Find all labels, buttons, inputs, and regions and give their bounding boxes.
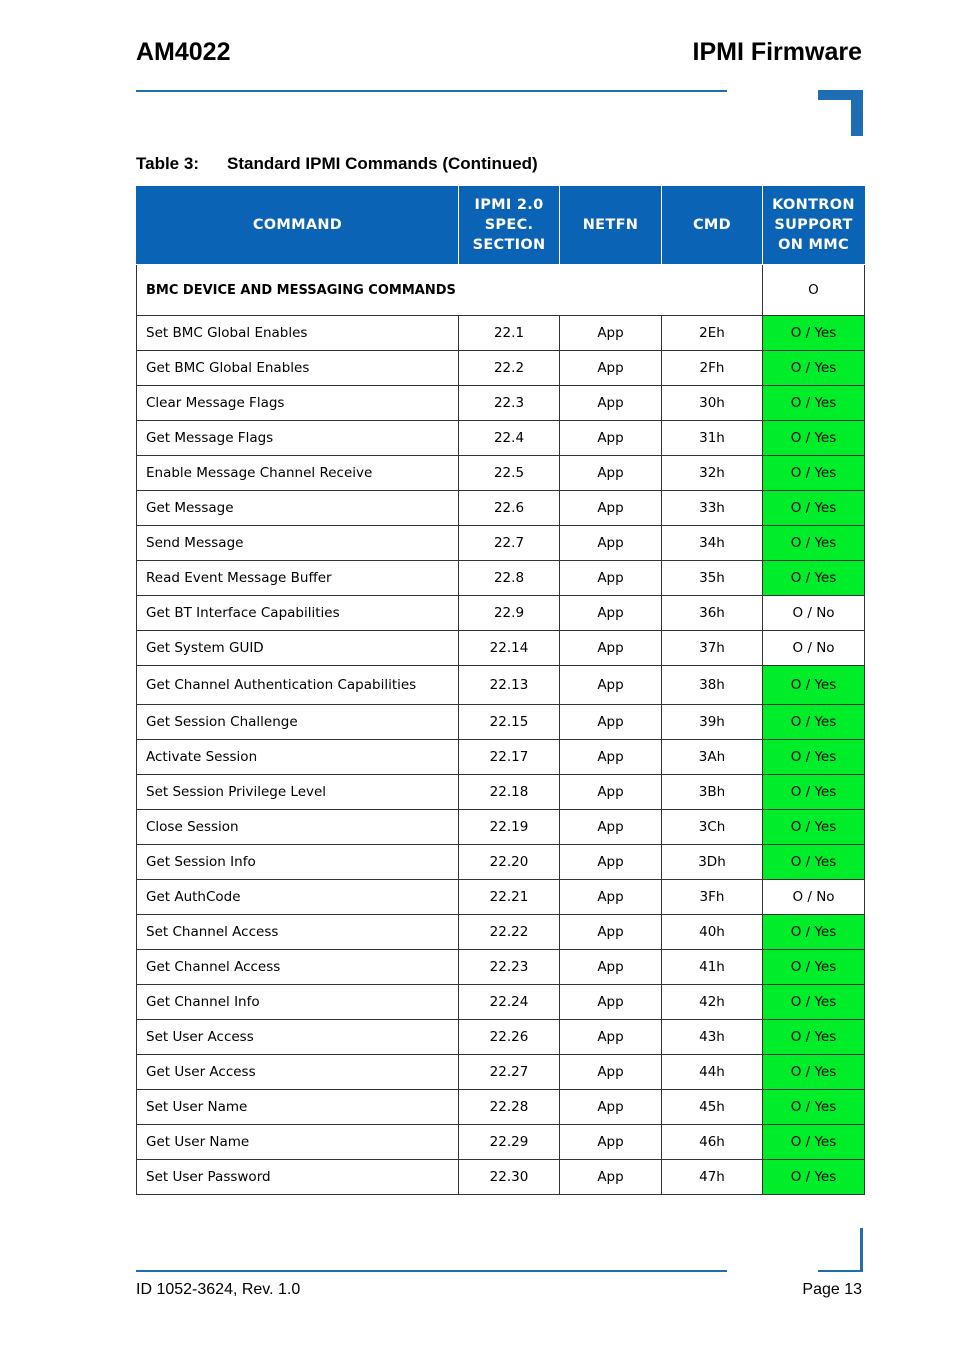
table-row [137, 456, 865, 491]
row-netfn-cell: App [560, 1125, 662, 1160]
row-cmd-cell: 44h [662, 1055, 763, 1090]
row-support-cell: O / Yes [763, 561, 865, 596]
row-support-cell: O / Yes [763, 316, 865, 351]
row-section-cell: 22.29 [459, 1125, 560, 1160]
row-command-cell: Get Session Challenge [137, 705, 459, 740]
section-title-cell: BMC DEVICE AND MESSAGING COMMANDS [137, 265, 763, 316]
row-cmd-cell: 38h [662, 666, 763, 705]
row-cmd-cell: 45h [662, 1090, 763, 1125]
section-support-cell: O [763, 265, 865, 316]
table-row [137, 596, 865, 631]
row-command-cell: Get User Access [137, 1055, 459, 1090]
row-netfn-cell: App [560, 316, 662, 351]
row-cmd-cell: 42h [662, 985, 763, 1020]
row-command-cell: Get System GUID [137, 631, 459, 666]
section-title: IPMI Firmware [692, 38, 862, 66]
row-support-cell: O / Yes [763, 1020, 865, 1055]
row-section-cell: 22.27 [459, 1055, 560, 1090]
row-command-cell: Get AuthCode [137, 880, 459, 915]
column-header-spec-line: SECTION [472, 237, 546, 253]
table-row [137, 386, 865, 421]
row-section-cell: 22.17 [459, 740, 560, 775]
column-header-support-line: SUPPORT [774, 217, 853, 233]
row-command-cell: Get BMC Global Enables [137, 351, 459, 386]
row-command-cell: Activate Session [137, 740, 459, 775]
column-header-spec-section [459, 186, 560, 265]
row-support-cell: O / Yes [763, 1125, 865, 1160]
row-section-cell: 22.22 [459, 915, 560, 950]
row-section-cell: 22.14 [459, 631, 560, 666]
column-header-support-line: KONTRON [772, 197, 855, 213]
row-support-cell: O / Yes [763, 666, 865, 705]
row-netfn-cell: App [560, 740, 662, 775]
table-row [137, 526, 865, 561]
column-header-netfn: NETFN [560, 186, 662, 265]
row-support-cell: O / Yes [763, 775, 865, 810]
table-row [137, 351, 865, 386]
table-title: Standard IPMI Commands (Continued) [227, 154, 538, 173]
row-cmd-cell: 41h [662, 950, 763, 985]
table-row [137, 915, 865, 950]
row-command-cell: Get Channel Info [137, 985, 459, 1020]
table-row [137, 1020, 865, 1055]
row-netfn-cell: App [560, 880, 662, 915]
table-number: Table 3: [136, 154, 199, 173]
header-corner-mark-vertical [851, 90, 863, 136]
row-section-cell: 22.30 [459, 1160, 560, 1195]
row-section-cell: 22.1 [459, 316, 560, 351]
table-row [137, 740, 865, 775]
row-section-cell: 22.4 [459, 421, 560, 456]
table-row [137, 491, 865, 526]
row-support-cell: O / Yes [763, 705, 865, 740]
row-support-cell: O / Yes [763, 845, 865, 880]
row-netfn-cell: App [560, 456, 662, 491]
column-header-support-line: ON MMC [778, 237, 849, 253]
row-cmd-cell: 33h [662, 491, 763, 526]
row-section-cell: 22.24 [459, 985, 560, 1020]
row-cmd-cell: 2Eh [662, 316, 763, 351]
row-support-cell: O / Yes [763, 491, 865, 526]
row-section-cell: 22.6 [459, 491, 560, 526]
table-row [137, 666, 865, 705]
row-command-cell: Set Channel Access [137, 915, 459, 950]
table-row [137, 421, 865, 456]
row-netfn-cell: App [560, 421, 662, 456]
row-cmd-cell: 39h [662, 705, 763, 740]
row-netfn-cell: App [560, 985, 662, 1020]
table-row [137, 950, 865, 985]
row-netfn-cell: App [560, 1020, 662, 1055]
row-section-cell: 22.20 [459, 845, 560, 880]
row-command-cell: Set User Password [137, 1160, 459, 1195]
row-section-cell: 22.15 [459, 705, 560, 740]
row-netfn-cell: App [560, 596, 662, 631]
row-command-cell: Get Channel Authentication Capabilities [137, 666, 459, 705]
row-command-cell: Get User Name [137, 1125, 459, 1160]
table-row [137, 775, 865, 810]
row-cmd-cell: 46h [662, 1125, 763, 1160]
row-netfn-cell: App [560, 845, 662, 880]
row-support-cell: O / Yes [763, 456, 865, 491]
row-netfn-cell: App [560, 1160, 662, 1195]
row-support-cell: O / Yes [763, 421, 865, 456]
table-caption [136, 154, 538, 174]
row-cmd-cell: 30h [662, 386, 763, 421]
row-command-cell: Get Channel Access [137, 950, 459, 985]
row-cmd-cell: 35h [662, 561, 763, 596]
row-command-cell: Set BMC Global Enables [137, 316, 459, 351]
row-support-cell: O / Yes [763, 985, 865, 1020]
row-section-cell: 22.19 [459, 810, 560, 845]
row-cmd-cell: 3Dh [662, 845, 763, 880]
table-row [137, 880, 865, 915]
row-section-cell: 22.2 [459, 351, 560, 386]
table-row [137, 316, 865, 351]
row-command-cell: Get Session Info [137, 845, 459, 880]
row-support-cell: O / Yes [763, 1160, 865, 1195]
row-cmd-cell: 47h [662, 1160, 763, 1195]
row-command-cell: Set User Access [137, 1020, 459, 1055]
table-row [137, 561, 865, 596]
table-row [137, 1090, 865, 1125]
row-command-cell: Set User Name [137, 1090, 459, 1125]
row-netfn-cell: App [560, 1090, 662, 1125]
row-support-cell: O / Yes [763, 351, 865, 386]
row-cmd-cell: 3Ah [662, 740, 763, 775]
row-cmd-cell: 36h [662, 596, 763, 631]
row-netfn-cell: App [560, 351, 662, 386]
row-netfn-cell: App [560, 950, 662, 985]
row-cmd-cell: 43h [662, 1020, 763, 1055]
row-netfn-cell: App [560, 1055, 662, 1090]
row-section-cell: 22.5 [459, 456, 560, 491]
row-support-cell: O / Yes [763, 526, 865, 561]
row-netfn-cell: App [560, 386, 662, 421]
ipmi-commands-table [136, 186, 865, 1195]
row-section-cell: 22.21 [459, 880, 560, 915]
row-command-cell: Send Message [137, 526, 459, 561]
footer-corner-mark-vertical [860, 1228, 863, 1272]
row-command-cell: Enable Message Channel Receive [137, 456, 459, 491]
table-row [137, 631, 865, 666]
column-header-kontron-support [763, 186, 865, 265]
row-command-cell: Read Event Message Buffer [137, 561, 459, 596]
row-netfn-cell: App [560, 810, 662, 845]
table-row [137, 985, 865, 1020]
row-cmd-cell: 2Fh [662, 351, 763, 386]
footer-corner-mark [818, 1270, 863, 1272]
table-row [137, 810, 865, 845]
row-support-cell: O / No [763, 880, 865, 915]
row-command-cell: Set Session Privilege Level [137, 775, 459, 810]
row-cmd-cell: 32h [662, 456, 763, 491]
row-command-cell: Close Session [137, 810, 459, 845]
document-id: ID 1052-3624, Rev. 1.0 [136, 1281, 301, 1298]
row-command-cell: Get Message [137, 491, 459, 526]
header-rule [136, 90, 727, 92]
row-cmd-cell: 37h [662, 631, 763, 666]
row-netfn-cell: App [560, 491, 662, 526]
row-section-cell: 22.9 [459, 596, 560, 631]
row-netfn-cell: App [560, 526, 662, 561]
row-support-cell: O / Yes [763, 740, 865, 775]
column-header-spec-line: SPEC. [484, 217, 534, 233]
row-cmd-cell: 40h [662, 915, 763, 950]
row-support-cell: O / No [763, 596, 865, 631]
section-row [137, 265, 865, 316]
table-row [137, 1055, 865, 1090]
row-support-cell: O / Yes [763, 1055, 865, 1090]
table-header-row [137, 186, 865, 265]
row-section-cell: 22.7 [459, 526, 560, 561]
row-section-cell: 22.13 [459, 666, 560, 705]
table-row [137, 1125, 865, 1160]
table-row [137, 845, 865, 880]
row-netfn-cell: App [560, 705, 662, 740]
row-command-cell: Get Message Flags [137, 421, 459, 456]
row-support-cell: O / Yes [763, 950, 865, 985]
row-netfn-cell: App [560, 666, 662, 705]
row-cmd-cell: 3Fh [662, 880, 763, 915]
row-netfn-cell: App [560, 915, 662, 950]
row-section-cell: 22.18 [459, 775, 560, 810]
row-netfn-cell: App [560, 561, 662, 596]
footer-rule [136, 1270, 727, 1272]
column-header-cmd: CMD [662, 186, 763, 265]
row-netfn-cell: App [560, 775, 662, 810]
row-section-cell: 22.23 [459, 950, 560, 985]
column-header-command: COMMAND [137, 186, 459, 265]
row-cmd-cell: 3Ch [662, 810, 763, 845]
row-section-cell: 22.26 [459, 1020, 560, 1055]
row-cmd-cell: 34h [662, 526, 763, 561]
row-cmd-cell: 31h [662, 421, 763, 456]
row-cmd-cell: 3Bh [662, 775, 763, 810]
table-row [137, 1160, 865, 1195]
row-section-cell: 22.8 [459, 561, 560, 596]
row-section-cell: 22.3 [459, 386, 560, 421]
row-command-cell: Clear Message Flags [137, 386, 459, 421]
column-header-spec-line: IPMI 2.0 [474, 197, 544, 213]
row-support-cell: O / Yes [763, 810, 865, 845]
row-command-cell: Get BT Interface Capabilities [137, 596, 459, 631]
row-support-cell: O / Yes [763, 1090, 865, 1125]
row-support-cell: O / Yes [763, 386, 865, 421]
page-number: Page 13 [802, 1281, 862, 1298]
row-support-cell: O / Yes [763, 915, 865, 950]
row-support-cell: O / No [763, 631, 865, 666]
row-netfn-cell: App [560, 631, 662, 666]
table-row [137, 705, 865, 740]
document-title: AM4022 [136, 38, 231, 66]
row-section-cell: 22.28 [459, 1090, 560, 1125]
